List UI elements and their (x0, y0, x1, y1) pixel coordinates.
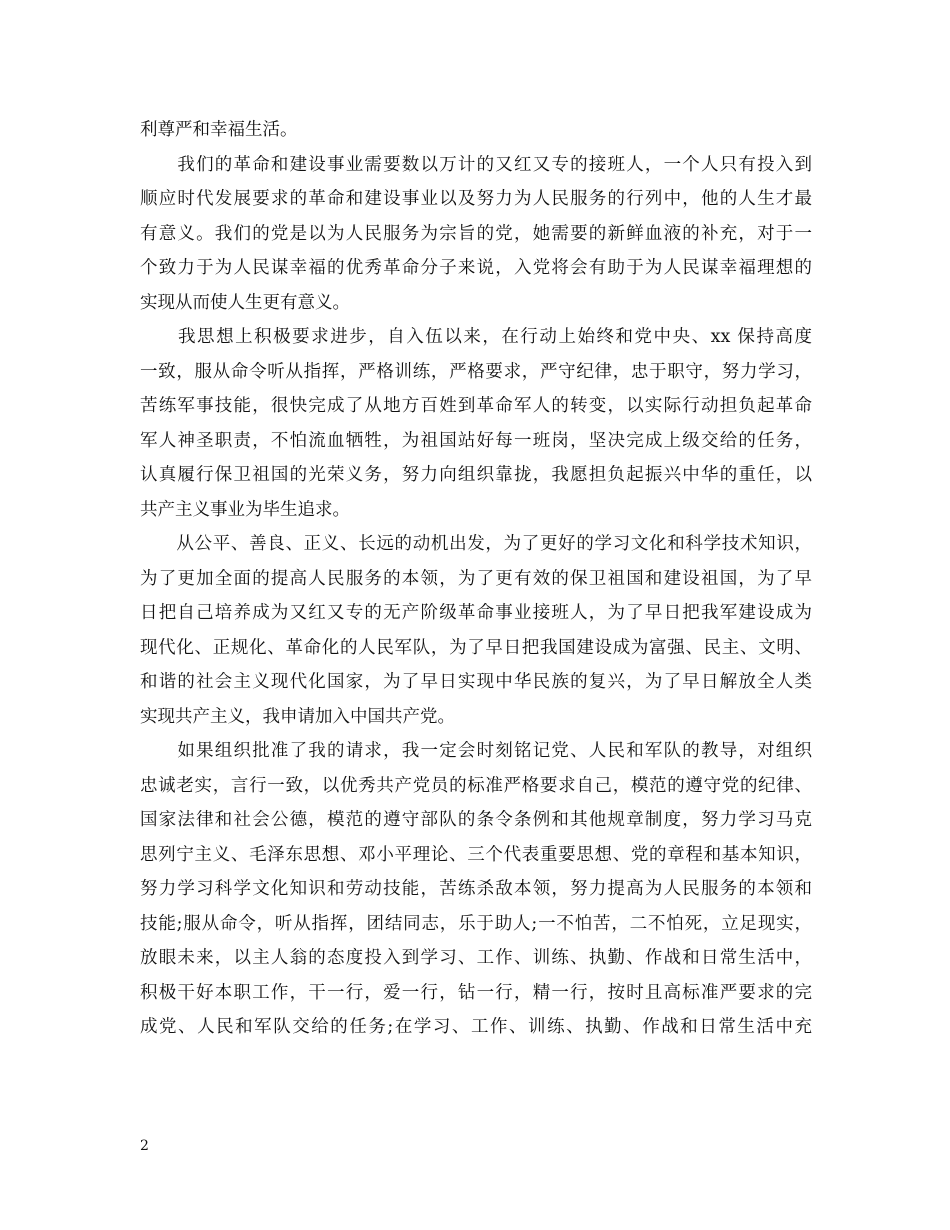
text-line: 共产主义事业为毕生追求。 (140, 499, 350, 520)
text-line: 利尊严和幸福生活。 (140, 120, 298, 140)
text-line: 日把自己培养成为又红又专的无产阶级革命事业接班人，为了早日把我军建设成为 (140, 603, 812, 623)
document-body (140, 113, 812, 1045)
text-line: 个致力于为人民谋幸福的优秀革命分子来说，入党将会有助于为人民谋幸福理想的 (140, 258, 812, 278)
text-line: 认真履行保卫祖国的光荣义务，努力向组织靠拢，我愿担负起振兴中华的重任，以 (140, 465, 812, 485)
text-line: 苦练军事技能，很快完成了从地方百姓到革命军人的转变，以实际行动担负起革命 (140, 396, 812, 416)
text-line: 军人神圣职责，不怕流血牺牲，为祖国站好每一班岗，坚决完成上级交给的任务， (140, 430, 812, 451)
text-line: 成党、人民和军队交给的任务;在学习、工作、训练、执勤、作战和日常生活中充 (140, 1017, 812, 1037)
page-number: 2 (140, 1138, 149, 1154)
text-line: 顺应时代发展要求的革命和建设事业以及努力为人民服务的行列中，他的人生才最 (140, 189, 812, 209)
text-line: 积极干好本职工作，干一行，爱一行，钻一行，精一行，按时且高标准严要求的完 (140, 982, 812, 1003)
text-line: 放眼未来，以主人翁的态度投入到学习、工作、训练、执勤、作战和日常生活中， (140, 948, 812, 968)
text-line: 我们的革命和建设事业需要数以万计的又红又专的接班人，一个人只有投入到 (140, 154, 812, 175)
text-line: 我思想上积极要求进步，自入伍以来，在行动上始终和党中央、xx 保持高度 (140, 327, 812, 347)
text-line: 如果组织批准了我的请求，我一定会时刻铭记党、人民和军队的教导，对组织 (140, 741, 812, 761)
text-line: 思列宁主义、毛泽东思想、邓小平理论、三个代表重要思想、党的章程和基本知识， (140, 844, 812, 865)
text-line: 一致，服从命令听从指挥，严格训练，严格要求，严守纪律，忠于职守，努力学习， (140, 361, 812, 382)
text-line: 努力学习科学文化知识和劳动技能，苦练杀敌本领，努力提高为人民服务的本领和 (140, 879, 812, 899)
text-line: 实现从而使人生更有意义。 (140, 292, 350, 313)
text-line: 为了更加全面的提高人民服务的本领，为了更有效的保卫祖国和建设祖国，为了早 (140, 568, 812, 589)
text-line: 忠诚老实，言行一致，以优秀共产党员的标准严格要求自己，模范的遵守党的纪律、 (140, 775, 812, 796)
text-line: 从公平、善良、正义、长远的动机出发，为了更好的学习文化和科学技术知识， (140, 534, 812, 554)
text-line: 实现共产主义，我申请加入中国共产党。 (140, 706, 455, 727)
text-line: 现代化、正规化、革命化的人民军队，为了早日把我国建设成为富强、民主、文明、 (140, 637, 812, 658)
text-line: 技能;服从命令，听从指挥，团结同志，乐于助人;一不怕苦，二不怕死，立足现实， (140, 913, 812, 934)
text-line: 国家法律和社会公德，模范的遵守部队的条令条例和其他规章制度，努力学习马克 (140, 810, 812, 830)
text-line: 和谐的社会主义现代化国家，为了早日实现中华民族的复兴，为了早日解放全人类 (140, 672, 812, 692)
text-line: 有意义。我们的党是以为人民服务为宗旨的党，她需要的新鲜血液的补充，对于一 (140, 223, 812, 244)
